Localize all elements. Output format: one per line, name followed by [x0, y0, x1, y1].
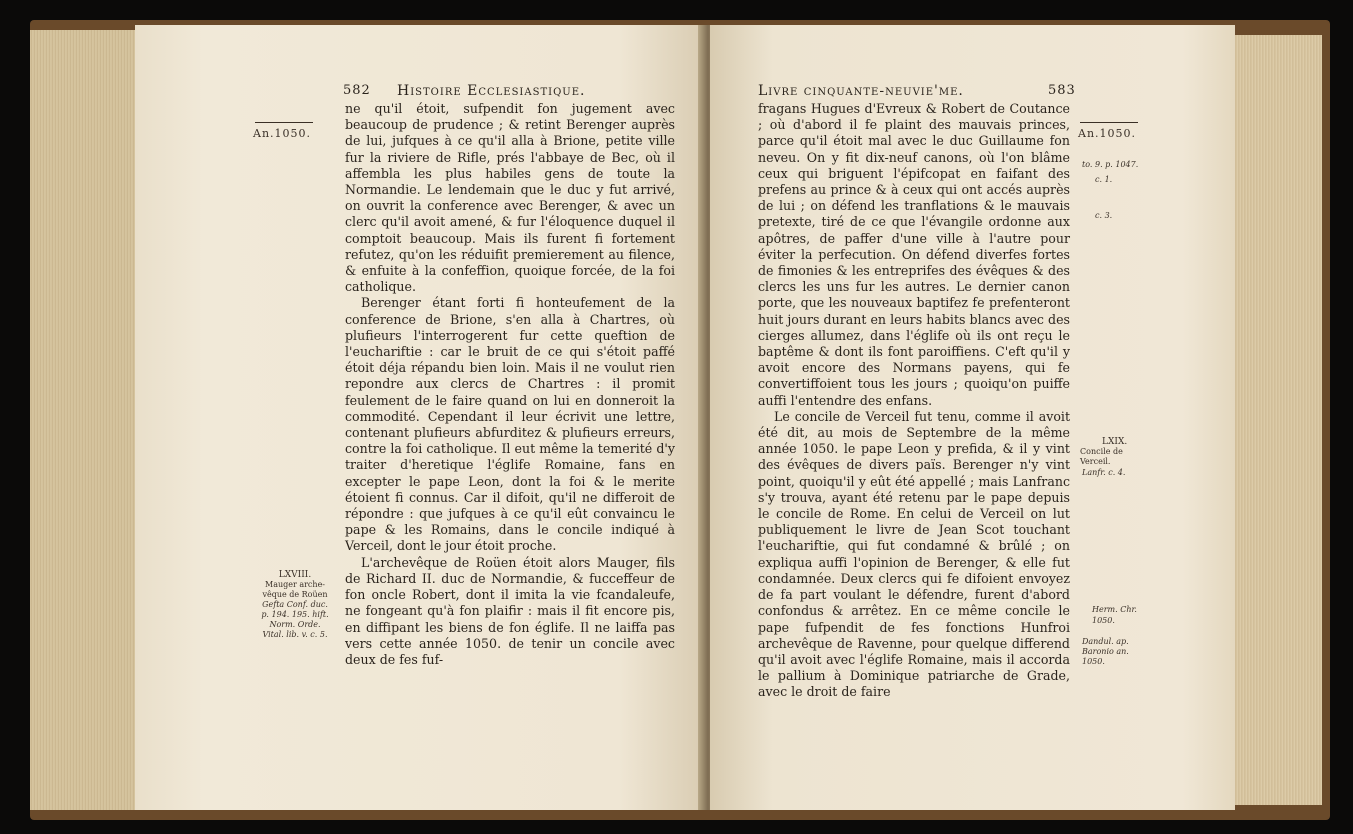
margin-note-line: p. 194. 195. hift. — [261, 610, 329, 619]
left-page-number: 582 — [343, 83, 371, 98]
right-margin-year: An.1050. — [1078, 127, 1137, 140]
margin-note-line: Mauger arche- — [265, 580, 325, 589]
margin-note-number: LXVIII. — [278, 570, 312, 580]
right-page — [710, 25, 1235, 810]
right-body-text — [758, 101, 1070, 701]
right-paragraph-1: fragans Hugues d'Evreux & Robert de Coutance ; où d'abord il fe plaint des mauvais princes, parce qu'il étoit mal avec le duc Guillaume fon neveu. On y fit dix-neuf canons, où l'on blâme ceux qui briguent l'épifcopat en faifant des prefens au prince & à ceux qui ont accés auprès de lui ; on défend les tranflations & le mauvais pretexte, tiré de ce que l'évangile ordonne aux apôtres, de paffer d'une ville à l'autre pour éviter la perfecution. On défend diverfes fortes de fimonies & les entreprifes des évêques & des clercs les uns fur les autres. Le dernier canon porte, que les nouveaux baptifez fe prefenteront huit jours durant en leurs habits blancs avec des cierges allumez, dans l'églife où ils ont reçu le baptême & dont ils font paroiffiens. C'eft qu'il y avoit encore des Normans payens, qui fe convertiffoient tous les jours ; quoiqu'on puiffe auffi l'entendre des enfans. — [758, 101, 1070, 408]
left-running-title: Histoire Ecclesiastique. — [397, 83, 586, 99]
right-margin-note: to. 9. p. 1047. — [1082, 160, 1139, 169]
margin-note-line: Gefta Conf. duc. — [262, 600, 328, 609]
right-margin-note: Lanfr. c. 4. — [1082, 468, 1126, 477]
left-paragraph-2: Berenger étant forti fi honteufement de la conference de Brione, s'en alla à Chartres, où plufieurs l'interrogerent fur cette queftion de l'euchariftie : car le bruit de ce qui s'étoit paffé étoit déja répandu bien loin. Mais il ne voulut rien repondre aux clercs de Chartres : il promit feulement de le faire quand on lui en donneroit la commodité. Cependant il leur écrivit une lettre, contenant plufieurs abfurditez & plufieurs erreurs, contre la foi catholique. Il eut même la temerité d'y traiter d'heretique l'églife Romaine, fans en excepter le pape Leon, dont la foi & le merite étoient fi connus. Car il difoit, qu'il ne differoit de répondre : que jufques à ce qu'il eût convaincu le pape & les Romains, dans le concile indiqué à Verceil, dont le jour étoit proche. — [345, 295, 675, 554]
open-book — [30, 20, 1330, 820]
left-margin-rule — [255, 122, 313, 123]
right-page-edges — [1230, 35, 1322, 805]
margin-note-line: Vital. lib. v. c. 5. — [262, 630, 328, 639]
left-body-text — [345, 101, 675, 668]
right-margin-note: c. 3. — [1095, 211, 1113, 220]
right-page-number: 583 — [1048, 83, 1076, 98]
right-paragraph-2: Le concile de Verceil fut tenu, comme il avoit été dit, au mois de Septembre de la même année 1050. le pape Leon y prefida, & il y vint des évêques de divers païs. Berenger n'y vint point, quoiqu'il y eût été appellé ; mais Lanfranc s'y trouva, ayant été retenu par le pape depuis le concile de Rome. En celui de Verceil on lut publiquement le livre de Jean Scot touchant l'euchariftie, qui fut condamné & brûlé ; on expliqua auffi l'opinion de Berenger, & elle fut condamnée. Deux clercs qui fe difoient envoyez de fa part voulant le défendre, furent d'abord confondus & arrêtez. En ce même concile le pape fufpendit de fes fonctions Hunfroi archevêque de Ravenne, pour quelque differend qu'il avoit avec l'églife Romaine, mais il accorda le pallium à Dominique patriarche de Grade, avec le droit de faire — [758, 408, 1070, 700]
margin-note-line: Norm. Orde. — [269, 620, 321, 629]
right-margin-note: c. 1. — [1095, 175, 1113, 184]
right-margin-note: Herm. Chr. — [1092, 605, 1137, 614]
left-page-edges — [30, 30, 141, 810]
left-paragraph-1: ne qu'il étoit, sufpendit fon jugement avec beaucoup de prudence ; & retint Berenger auprès de lui, jufques à ce qu'il alla à Brione, petite ville fur la riviere de Rifle, prés l'abbaye de Bec, où il affembla les plus habiles gens de toute la Normandie. Le lendemain que le duc y fut arrivé, on ouvrit la conference avec Berenger, & avec un clerc qu'il avoit amené, & fur l'éloquence duquel il comptoit beaucoup. Mais ils furent fi fortement refutez, qu'on les réduifit premierement au filence, & enfuite à la confeffion, quoique forcée, de la foi catholique. — [345, 101, 675, 295]
right-margin-note: Dandul. ap. Baronio an. 1050. — [1082, 637, 1129, 666]
right-running-title: Livre cinquante-neuvie'me. — [758, 83, 964, 99]
right-margin-rule — [1080, 122, 1138, 123]
margin-note-line: vêque de Roüen — [262, 590, 328, 599]
left-margin-note — [260, 570, 330, 640]
left-margin-year: An.1050. — [253, 127, 312, 140]
right-margin-note: 1050. — [1092, 616, 1115, 625]
left-paragraph-3: L'archevêque de Roüen étoit alors Mauger, fils de Richard II. duc de Normandie, & fucceffeur de fon oncle Robert, dont il imita la vie fcandaleufe, ne fongeant qu'à fon plaifir : mais il fit encore pis, en diffipant les biens de fon églife. Il ne laiffa pas vers cette année 1050. de tenir un concile avec deux de fes fuf- — [345, 554, 675, 667]
left-page — [135, 25, 705, 810]
right-margin-note: Concile de Verceil. — [1080, 447, 1123, 466]
right-margin-note: LXIX. — [1102, 437, 1128, 447]
